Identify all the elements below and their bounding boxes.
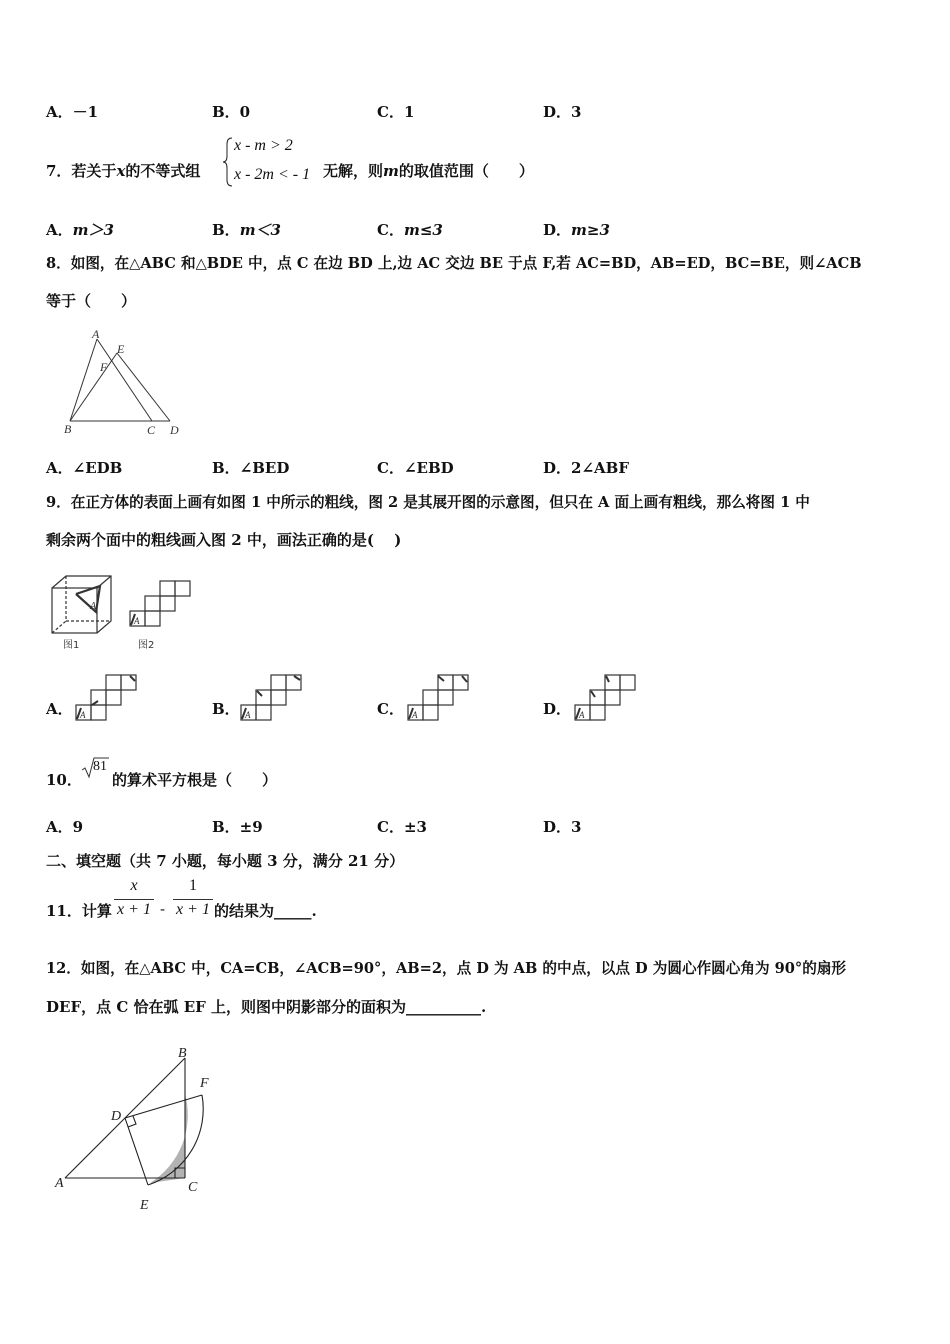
q12-label-F: F bbox=[200, 1076, 209, 1091]
q12-label-B: B bbox=[178, 1046, 187, 1061]
svg-text:A: A bbox=[579, 710, 585, 720]
q8-triangle-figure bbox=[55, 325, 190, 440]
q9-option-a-net bbox=[74, 674, 140, 722]
svg-text:A: A bbox=[80, 710, 86, 720]
q8-option-a: A．∠EDB bbox=[46, 459, 123, 477]
q6-option-a: A．－1 bbox=[46, 103, 99, 121]
q9-fig1-face-label: A bbox=[90, 601, 97, 612]
q9-option-a: A． bbox=[46, 700, 73, 718]
svg-text:A: A bbox=[412, 710, 418, 720]
q9-option-b-net bbox=[239, 674, 305, 722]
q12-stem-line1: 12．如图，在△ABC 中，CA=CB，∠ACB=90°，AB=2，点 D 为 AB 的中点，以点 D 为圆心作圆心角为 90°的扇形 bbox=[46, 960, 847, 977]
q12-sector-figure bbox=[50, 1040, 220, 1215]
q12-label-E: E bbox=[140, 1198, 149, 1213]
q11-suffix: 的结果为_____. bbox=[214, 902, 317, 920]
q8-label-E: E bbox=[117, 342, 125, 356]
q8-label-D: D bbox=[170, 423, 179, 437]
svg-text:A: A bbox=[245, 710, 251, 720]
q7-option-d: D．m≥3 bbox=[543, 221, 610, 239]
q12-label-D: D bbox=[111, 1109, 122, 1124]
q9-fig2-caption: 图2 bbox=[138, 640, 155, 651]
q8-label-A: A bbox=[92, 327, 100, 341]
q8-label-B: B bbox=[64, 422, 72, 436]
q10-option-c: C．±3 bbox=[377, 818, 427, 836]
q11-prefix: 11．计算 bbox=[46, 902, 112, 920]
q12-label-A: A bbox=[55, 1176, 64, 1191]
q6-option-c: C．1 bbox=[377, 103, 415, 121]
q10-number: 10． bbox=[46, 771, 82, 789]
q11-frac1-bar bbox=[114, 899, 154, 900]
q8-option-d: D．2∠ABF bbox=[543, 459, 629, 477]
q10-radicand: 81 bbox=[93, 759, 107, 774]
q9-stem-line1: 9．在正方体的表面上画有如图 1 中所示的粗线，图 2 是其展开图的示意图，但只在 A 面上画有粗线，那么将图 1 中 bbox=[46, 494, 810, 511]
q8-label-C: C bbox=[147, 423, 156, 437]
q9-fig1-caption: 图1 bbox=[63, 640, 80, 651]
q8-stem-line1: 8．如图，在△ABC 和△BDE 中，点 C 在边 BD 上,边 AC 交边 BE 于点 F,若 AC=BD，AB=ED，BC=BE，则∠ACB bbox=[46, 255, 862, 272]
q9-option-d-net bbox=[573, 674, 639, 722]
q7-stem: 7．若关于x的不等式组 bbox=[46, 162, 201, 180]
q7-brace bbox=[222, 136, 234, 188]
q11-frac1-num: x bbox=[130, 877, 138, 894]
q7-inequality-1: x - m > 2 bbox=[234, 137, 293, 154]
q9-cube-figures bbox=[48, 574, 198, 656]
section-2-heading: 二、填空题（共 7 小题，每小题 3 分，满分 21 分） bbox=[46, 852, 405, 870]
q9-option-d: D． bbox=[543, 700, 572, 718]
q7-inequality-2: x - 2m < - 1 bbox=[234, 166, 311, 183]
q8-stem-line2: 等于（ ） bbox=[46, 292, 137, 310]
q12-label-C: C bbox=[188, 1180, 198, 1195]
q10-option-b: B．±9 bbox=[212, 818, 263, 836]
q12-stem-line2: DEF，点 C 恰在弧 EF 上，则图中阴影部分的面积为__________. bbox=[46, 998, 487, 1016]
q9-option-c-net bbox=[406, 674, 472, 722]
q11-frac2-den: x + 1 bbox=[176, 901, 210, 918]
q7-option-b: B．m＜3 bbox=[212, 221, 281, 239]
q10-stem: 的算术平方根是（ ） bbox=[112, 771, 278, 789]
q9-fig1-cube bbox=[52, 576, 111, 633]
q8-option-b: B．∠BED bbox=[212, 459, 290, 477]
q7-stem-end: 无解，则m的取值范围（ ） bbox=[323, 162, 534, 180]
q7-option-a: A．m＞3 bbox=[46, 221, 114, 239]
q9-option-c: C． bbox=[377, 700, 404, 718]
q7-option-c: C．m≤3 bbox=[377, 221, 443, 239]
q10-option-a: A．9 bbox=[46, 818, 84, 836]
q11-frac2-num: 1 bbox=[189, 877, 197, 894]
q9-stem-line2: 剩余两个面中的粗线画入图 2 中，画法正确的是( ) bbox=[46, 531, 402, 549]
q8-label-F: F bbox=[100, 360, 108, 374]
q9-fig2-face-label: A bbox=[134, 616, 140, 626]
q6-option-d: D．3 bbox=[543, 103, 582, 121]
q8-option-c: C．∠EBD bbox=[377, 459, 454, 477]
q11-minus: - bbox=[160, 900, 166, 918]
q11-frac1-den: x + 1 bbox=[117, 901, 151, 918]
q11-frac2-bar bbox=[173, 899, 213, 900]
q9-option-b: B． bbox=[212, 700, 240, 718]
q10-option-d: D．3 bbox=[543, 818, 582, 836]
q6-option-b: B．0 bbox=[212, 103, 251, 121]
